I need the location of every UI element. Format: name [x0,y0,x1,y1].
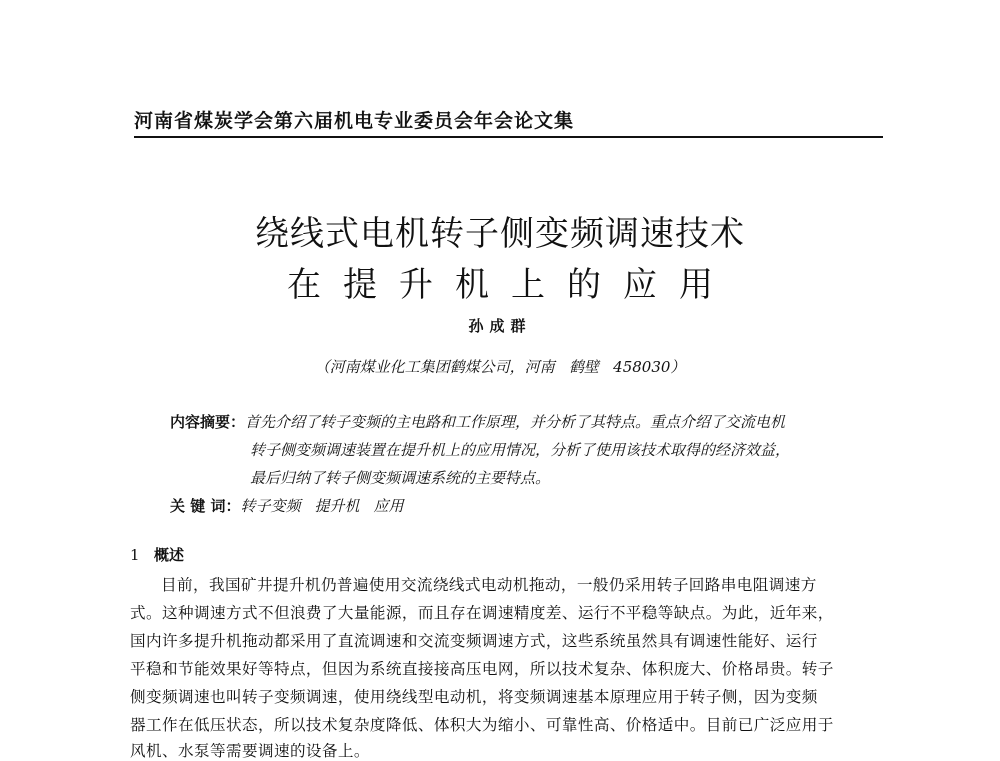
keywords-label: 关 键 词： [170,497,241,515]
keyword-item: 转子变频 [240,497,301,515]
keyword-item: 提升机 [314,497,360,515]
body-text-line: 平稳和节能效果好等特点，但因为系统直接接高压电网，所以技术复杂、体积庞大、价格昂贵。转子 [130,660,834,678]
title-line-2: 在提升机上的应用 [287,265,735,305]
body-text-line: 侧变频调速也叫转子变频调速，使用绕线型电动机，将变频调速基本原理应用于转子侧，因为变频 [130,688,818,706]
body-text-line: 式。这种调速方式不但浪费了大量能源，而且存在调速精度差、运行不平稳等缺点。为此，近年来， [130,604,834,622]
section-number: 1 [130,546,140,564]
abstract-text-line: 首先介绍了转子变频的主电路和工作原理，并分析了其特点。重点介绍了交流电机 [245,413,786,431]
abstract-text-line: 转子侧变频调速装置在提升机上的应用情况，分析了使用该技术取得的经济效益， [250,441,791,459]
header-rule [134,136,883,138]
running-head: 河南省煤炭学会第六届机电专业委员会年会论文集 [134,110,575,132]
body-text-line: 国内许多提升机拖动都采用了直流调速和交流变频调速方式，这些系统虽然具有调速性能好、运行 [130,632,818,650]
body-text-line: 器工作在低压状态，所以技术复杂度降低、体积大为缩小、可靠性高、价格适中。目前已广泛应用于 [130,716,834,734]
author-name: 孙成群 [468,317,532,335]
body-text-line: 目前，我国矿井提升机仍普遍使用交流绕线式电动机拖动，一般仍采用转子回路串电阻调速方 [161,576,817,594]
section-title: 概述 [154,546,185,564]
keywords-row [170,495,890,516]
title-line-1: 绕线式电机转子侧变频调速技术 [255,214,745,254]
abstract-text-line: 最后归纳了转子侧变频调速系统的主要特点。 [250,469,551,487]
section-heading [130,544,184,565]
author-affiliation: （河南煤业化工集团鹤煤公司，河南 鹤壁 458030） [314,358,686,376]
keyword-item: 应用 [373,497,404,515]
abstract-label: 内容摘要： [170,413,246,431]
body-text-line: 风机、水泵等需要调速的设备上。 [130,742,370,760]
abstract-first-line [170,411,890,432]
